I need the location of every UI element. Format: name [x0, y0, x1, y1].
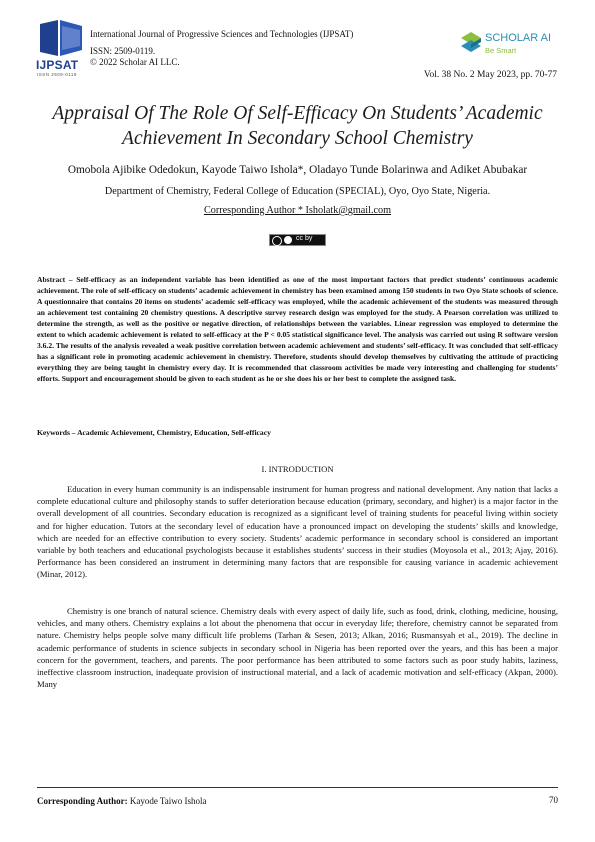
paragraph: Education in every human community is an indispensable instrument for human progress and national development. Any nation that lacks a complete educational culture and philosophy stands to suffer deterioration because education (primary, secondary, and higher) is a major factor in the overall development of all countries. Secondary education is recognized as a significant level of training students for peaceful living within society and for higher education. Tutors at the secondary level of education have a pronounced impact on developing the students’ skills and knowledge, which are needed for an effective contribution to every society. Students’ academic performance in secondary school is considered an important variable by both teachers and educational psychologists because it establishes students’ success in their studies (Moyosola et al., 2013; Ajay, 2016). Performance has been considered an instrument in determining many factors that are responsible for causing variance in academic achievement (Minar, 2012).	[37, 484, 558, 580]
affiliation: Department of Chemistry, Federal College of Education (SPECIAL), Oyo, Oyo State, Nigeria.	[104, 186, 491, 197]
journal-logo	[36, 20, 86, 77]
journal-name: International Journal of Progressive Sciences and Technologies (IJPSAT)	[90, 29, 354, 39]
footer-name: Kayode Taiwo Ishola	[129, 796, 207, 806]
cc-license-badge[interactable]	[269, 234, 326, 246]
paragraph: Chemistry is one branch of natural science. Chemistry deals with every aspect of daily life, such as food, drink, clothing, medicine, housing, vehicles, and many others. Chemistry explains a lot about the phenomena that occur in everyday life; therefore, chemistry cannot be separated from nature. Chemistry helps people solve many difficult life problems (Tarhan & Sesen, 2013; Alkan, 2016; Rusmansyah et al., 2019). The decline in academic performance of students in science subjects in secondary school in Nigeria has been reported over the years, and this has been a major concern for the government, teachers, and parents. The poor performance has been attributed to some factors such as poor study habits, laziness, ineffective classroom instruction, inadequate provision of instructional material, and a lack of academic motivation and self-efficacy (Akpan, 2000). Many	[37, 606, 558, 690]
corresponding-email[interactable]	[30, 205, 565, 216]
publisher-name: SCHOLAR AI	[485, 32, 552, 44]
publisher-logo	[455, 26, 565, 66]
volume-info: Vol. 38 No. 2 May 2023, pp. 70-77	[423, 70, 557, 80]
license-label: cc by	[296, 235, 313, 242]
journal-issn: ISSN: 2509-0119.	[90, 46, 156, 56]
journal-copyright: © 2022 Scholar AI LLC.	[90, 57, 180, 67]
author-list: Omobola Ajibike Odedokun, Kayode Taiwo Ishola*, Oladayo Tunde Bolarinwa and Adiket Abubakar	[67, 164, 528, 176]
abstract: Abstract – Self-efficacy as an independent variable has been identified as one of the most important factors that predict students’ continuous academic achievement. The role of self-efficacy on students’ academic achievement in chemistry has been examined among 150 students in two Oyo State schools of science. A questionnaire that contains 20 items on students’ academic self-efficacy was employed, while the academic achievement of the students was measured through an achievement test containing 20 chemistry questions. A descriptive survey research design was employed for the study. A Pearson correlation was utilized to determine the strength, as well as the positive or negative direction, of relationships between the variables. Linear regression was employed to determine the extent to which academic achievement is related to self-efficacy at the P < 0.05 statistical significance level. The analysis was carried out using R software version 3.6.2. The results of the analysis revealed a weak positive correlation between academic achievement and students’ self-efficacy. It was concluded that self-efficacy has a significant role in promoting academic achievement in chemistry. Therefore, students should develop themselves by cultivating the attitude of practicing everything they are being taught in chemistry every day. It is recommended that classroom activities be made very interesting and challenging for students’ efforts. Support and encouragement should be given to each student as he or she does his or her best to complete the assigned task.	[37, 275, 558, 383]
logo-issn: ISSN 2509-0119	[37, 72, 77, 77]
cc-icon	[272, 236, 282, 246]
section-heading: I. INTRODUCTION	[261, 464, 334, 474]
logo-text: IJPSAT	[36, 58, 79, 72]
corresponding-email-text[interactable]: Corresponding Author * Isholatk@gmail.com	[203, 205, 392, 216]
paper-title: Appraisal Of The Role Of Self-Efficacy On Students’ Academic Achievement In Secondary School Chemistry	[52, 103, 543, 149]
page-number: 70	[549, 795, 558, 805]
footer-label: Corresponding Author:	[37, 796, 128, 806]
ijpsat-logo-icon	[40, 20, 82, 56]
scholar-ai-logo-icon	[459, 30, 483, 56]
keywords: Keywords – Academic Achievement, Chemistry, Education, Self-efficacy	[37, 428, 271, 437]
publisher-tagline: Be Smart	[485, 46, 517, 55]
by-icon	[284, 236, 292, 244]
footer-author	[37, 796, 207, 806]
footer-divider	[37, 787, 558, 788]
